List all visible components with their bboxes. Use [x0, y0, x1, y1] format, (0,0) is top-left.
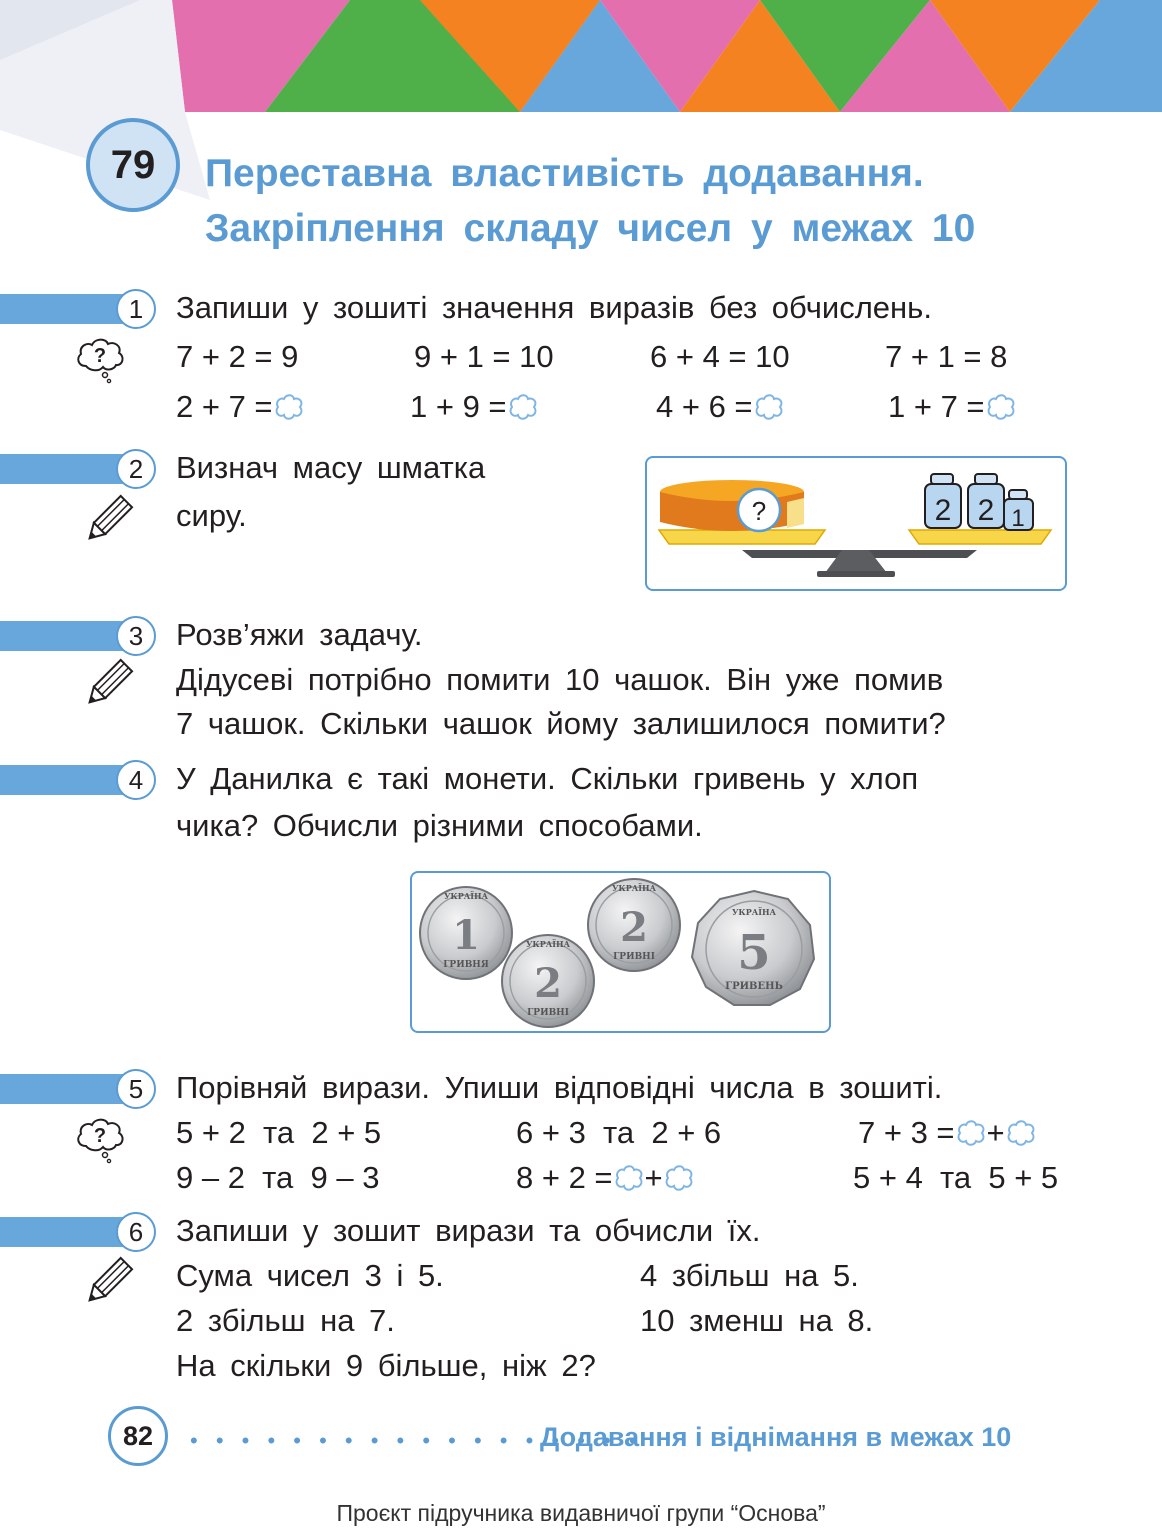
task-6-number: 6 — [116, 1212, 156, 1252]
t5-r1c3-plus: + — [986, 1115, 1005, 1150]
t1-row2-expr-3 — [656, 391, 785, 422]
t1-row2-expr-1 — [176, 391, 305, 422]
t6-item-a: Сума чисел 3 і 5. — [176, 1258, 444, 1293]
t5-r1c1: 5 + 2 та 2 + 5 — [176, 1115, 382, 1150]
coins-illustration — [412, 873, 828, 1030]
weight-label: 2 — [934, 494, 952, 527]
t1-row2-expr-4 — [888, 391, 1017, 422]
coin-value: 5 — [737, 925, 771, 981]
coin-value: 2 — [534, 960, 562, 1007]
t6-item-d: 10 зменш на 8. — [640, 1303, 874, 1338]
t1-row1-expr-1: 7 + 2 = 9 — [176, 339, 299, 374]
thinking-cloud-icon — [72, 332, 128, 388]
pencil-icon — [80, 656, 136, 712]
coin-value: 2 — [620, 904, 648, 951]
coins-picture-frame — [410, 871, 831, 1033]
coin-2-hryvni-a — [502, 935, 594, 1027]
weight-label: 2 — [977, 494, 995, 527]
pencil-icon — [80, 1254, 136, 1310]
t5-r2c2 — [516, 1162, 695, 1193]
balance-scale — [647, 458, 1064, 588]
thinking-cloud-icon — [72, 1112, 128, 1168]
task-1-number: 1 — [116, 289, 156, 329]
task-5-number: 5 — [116, 1069, 156, 1109]
blob-placeholder-icon[interactable] — [507, 392, 539, 422]
t1-row2-expr-4-text: 1 + 7 = — [888, 389, 985, 424]
t6-item-b: 4 збільш на 5. — [640, 1258, 859, 1293]
svg-text:?: ? — [93, 345, 107, 367]
task-4-number: 4 — [116, 760, 156, 800]
weight-1kg — [1004, 490, 1033, 532]
coin-2-hryvni-b — [588, 879, 680, 971]
publisher-credit: Проєкт підручника видавничої групи “Основа” — [336, 1500, 826, 1526]
task-6-text: Запиши у зошит вирази та обчисли їх. — [176, 1213, 761, 1248]
lesson-number: 79 — [86, 118, 180, 212]
coin-country: УКРАЇНА — [611, 883, 657, 893]
blob-placeholder-icon[interactable] — [663, 1163, 695, 1193]
t5-r1c3-left: 7 + 3 = — [858, 1115, 955, 1150]
task-4-text-line1: У Данилка є такі монети. Скільки гривень у хлоп — [176, 761, 919, 796]
coin-5-hryven — [692, 891, 814, 1005]
coin-1-hryvnia — [420, 887, 512, 979]
weight-label: 1 — [1011, 505, 1025, 532]
t6-item-c: 2 збільш на 7. — [176, 1303, 395, 1338]
task-2-text-line1: Визнач масу шматка — [176, 450, 486, 485]
footer-dots: • • • • • • • • • • • • • • • • • • — [190, 1428, 643, 1453]
coin-unit: ГРИВНІ — [613, 952, 655, 962]
coin-value: 1 — [452, 912, 480, 959]
svg-text:?: ? — [93, 1125, 107, 1147]
t1-row1-expr-2: 9 + 1 = 10 — [414, 339, 554, 374]
coin-country: УКРАЇНА — [443, 891, 489, 901]
t1-row2-expr-2 — [410, 391, 539, 422]
weight-2kg-a — [925, 474, 961, 528]
pencil-icon — [80, 492, 136, 548]
t5-r2c2-left: 8 + 2 = — [516, 1160, 613, 1195]
task-5-text: Порівняй вирази. Упиши відповідні числа в зошиті. — [176, 1070, 943, 1105]
footer-topic: Додавання і віднімання в межах 10 — [540, 1422, 1012, 1452]
coin-country: УКРАЇНА — [731, 907, 777, 917]
t1-row1-expr-3: 6 + 4 = 10 — [650, 339, 790, 374]
task-1-text: Запиши у зошиті значення виразів без обчислень. — [176, 290, 932, 325]
t1-row1-expr-4: 7 + 1 = 8 — [885, 339, 1008, 374]
task-2-number: 2 — [116, 449, 156, 489]
t5-r1c2: 6 + 3 та 2 + 6 — [516, 1115, 722, 1150]
coin-unit: ГРИВНЯ — [443, 960, 489, 970]
t5-r2c3: 5 + 4 та 5 + 5 — [853, 1160, 1059, 1195]
t6-item-e: На скільки 9 більше, ніж 2? — [176, 1348, 596, 1383]
scale-picture-frame — [645, 456, 1067, 591]
t1-row2-expr-2-text: 1 + 9 = — [410, 389, 507, 424]
task-2-text-line2: сиру. — [176, 498, 247, 533]
task-4-text-line2: чика? Обчисли різними способами. — [176, 808, 703, 843]
lesson-title-line1: Переставна властивість додавання. — [205, 152, 924, 195]
t5-r2c2-plus: + — [644, 1160, 663, 1195]
blob-placeholder-icon[interactable] — [273, 392, 305, 422]
lesson-title-line2: Закріплення складу чисел у межах 10 — [205, 207, 976, 250]
task-3-number: 3 — [116, 616, 156, 656]
scale-unknown-label: ? — [751, 496, 767, 526]
blob-placeholder-icon[interactable] — [985, 392, 1017, 422]
t1-row2-expr-3-text: 4 + 6 = — [656, 389, 753, 424]
coin-unit: ГРИВНІ — [527, 1008, 569, 1018]
blob-placeholder-icon[interactable] — [613, 1163, 645, 1193]
blob-placeholder-icon[interactable] — [955, 1118, 987, 1148]
coin-unit: ГРИВЕНЬ — [725, 981, 783, 992]
t1-row2-expr-1-text: 2 + 7 = — [176, 389, 273, 424]
task-3-text-line1: Розв’яжи задачу. — [176, 617, 423, 652]
page-number: 82 — [108, 1406, 168, 1466]
weight-2kg-b — [968, 474, 1004, 528]
blob-placeholder-icon[interactable] — [1005, 1118, 1037, 1148]
coin-country: УКРАЇНА — [525, 939, 571, 949]
t5-r2c1: 9 – 2 та 9 – 3 — [176, 1160, 380, 1195]
t5-r1c3 — [858, 1117, 1037, 1148]
task-3-text-line2: Дідусеві потрібно помити 10 чашок. Він уже помив — [176, 662, 944, 697]
blob-placeholder-icon[interactable] — [753, 392, 785, 422]
task-3-text-line3: 7 чашок. Скільки чашок йому залишилося помити? — [176, 706, 946, 741]
